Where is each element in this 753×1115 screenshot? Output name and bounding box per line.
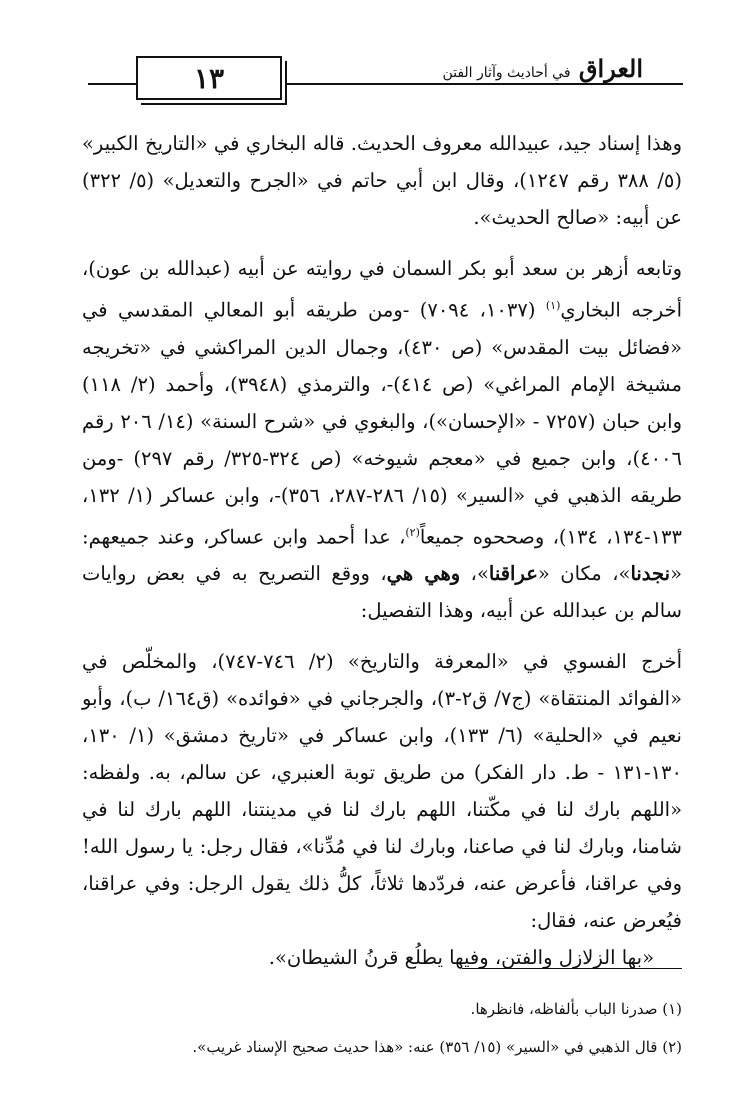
paragraph-2-text-d: »، مكان «	[537, 562, 631, 585]
bold-najdina: نجدنا	[630, 562, 671, 585]
bold-iraqina: عراقنا	[488, 562, 538, 585]
paragraph-3-text: أخرج الفسوي في «المعرفة والتاريخ» (٢/ ٧٤٦-٧٤٧)، والمخلّص في «الفوائد المنتقاة» (ج٧/ ق٢-٣)، والجرجاني في «فوائده» (ق١٦٤/ ب)، وأبو نعيم في «الحلية» (٦/ ١٣٣)، وابن عساكر في «تاريخ دمشق» (١/ ١٣٠، ١٣٠-١٣١ - ط. دار الفكر) من طريق توبة العنبري، عن سالم، به. ولفظه: «اللهم بارك لنا في مكّتنا، اللهم بارك لنا في مدينتنا، اللهم بارك لنا في شامنا، وبارك لنا في صاعنا، وبارك لنا في مُدِّنا»، فقال رجل: يا رسول الله! وفي عراقنا، فأعرض عنه، فردّدها ثلاثاً، كلُّ ذلك يقول الرجل: وفي عراقنا، فيُعرض عنه، فقال:	[82, 650, 683, 932]
bold-wahiya-hiya: وهي هي	[386, 562, 461, 585]
paragraph-1	[82, 125, 682, 236]
page-header	[88, 50, 683, 100]
footnote-2: (٢) قال الذهبي في «السير» (١٥/ ٣٥٦) عنه: «هذا حديث صحيح الإسناد غريب».	[192, 1038, 682, 1056]
main-text	[82, 125, 682, 976]
paragraph-2-text-b: (١٠٣٧، ٧٠٩٤) -ومن طريقه أبو المعالي المقدسي في «فضائل بيت المقدس» (ص ٤٣٠)، وجمال الدين المراكشي في «تخريجه مشيخة الإمام المراغي» (ص ٤١٤)-، والترمذي (٣٩٤٨)، وأحمد (٢/ ١١٨) وابن حبان (٧٢٥٧ - «الإحسان»)، والبغوي في «شرح السنة» (١٤/ ٢٠٦ رقم ٤٠٠٦)، وابن جميع في «معجم شيوخه» (ص ٣٢٤-٣٢٥/ رقم ٢٩٧) -ومن طريقه الذهبي في «السير» (١٥/ ٢٨٦-٢٨٧، ٣٥٦)-، وابن عساكر (١/ ١٣٢، ١٣٣-١٣٤، ١٣٤)، وصححوه جميعاً	[82, 298, 683, 548]
paragraph-4-text: «بها الزلازل والفتن، وفيها يطلُع قرنُ الشيطان».	[268, 946, 654, 969]
paragraph-3	[82, 643, 682, 939]
paragraph-4-quote	[82, 939, 682, 976]
footnote-ref-1: (١)	[545, 299, 561, 312]
page-number-box	[136, 56, 282, 100]
page-number: ١٣	[193, 61, 225, 95]
paragraph-1-text: وهذا إسناد جيد، عبيدالله معروف الحديث. قاله البخاري في «التاريخ الكبير» (٥/ ٣٨٨ رقم ١٢٤٧)، وقال ابن أبي حاتم في «الجرح والتعديل» (٥/ ٣٢٢) عن أبيه: «صالح الحديث».	[82, 132, 682, 229]
paragraph-2	[82, 250, 682, 629]
paragraph-2-text-a: وتابعه أزهر بن سعد أبو بكر السمان في روايته عن أبيه (عبدالله بن عون)، أخرجه البخاري	[82, 257, 682, 322]
paragraph-2-text-e: »،	[460, 562, 489, 585]
paragraph-2-text-c: ، عدا أحمد وابن عساكر، وعند جميعهم: «	[82, 525, 682, 585]
running-title-main: العراق	[578, 54, 643, 83]
footnote-separator	[462, 968, 682, 969]
footnote-ref-2: (٢)	[405, 525, 420, 539]
running-title	[432, 54, 653, 83]
running-title-sub: في أحاديث وآثار الفتن	[442, 65, 571, 81]
footnote-1: (١) صدرنا الباب بألفاظه، فانظرها.	[470, 1000, 682, 1018]
footnotes	[82, 990, 682, 1066]
paragraph-2-text-f: ، ووقع التصريح به في بعض روايات سالم بن عبدالله عن أبيه، وهذا التفصيل:	[82, 562, 682, 622]
